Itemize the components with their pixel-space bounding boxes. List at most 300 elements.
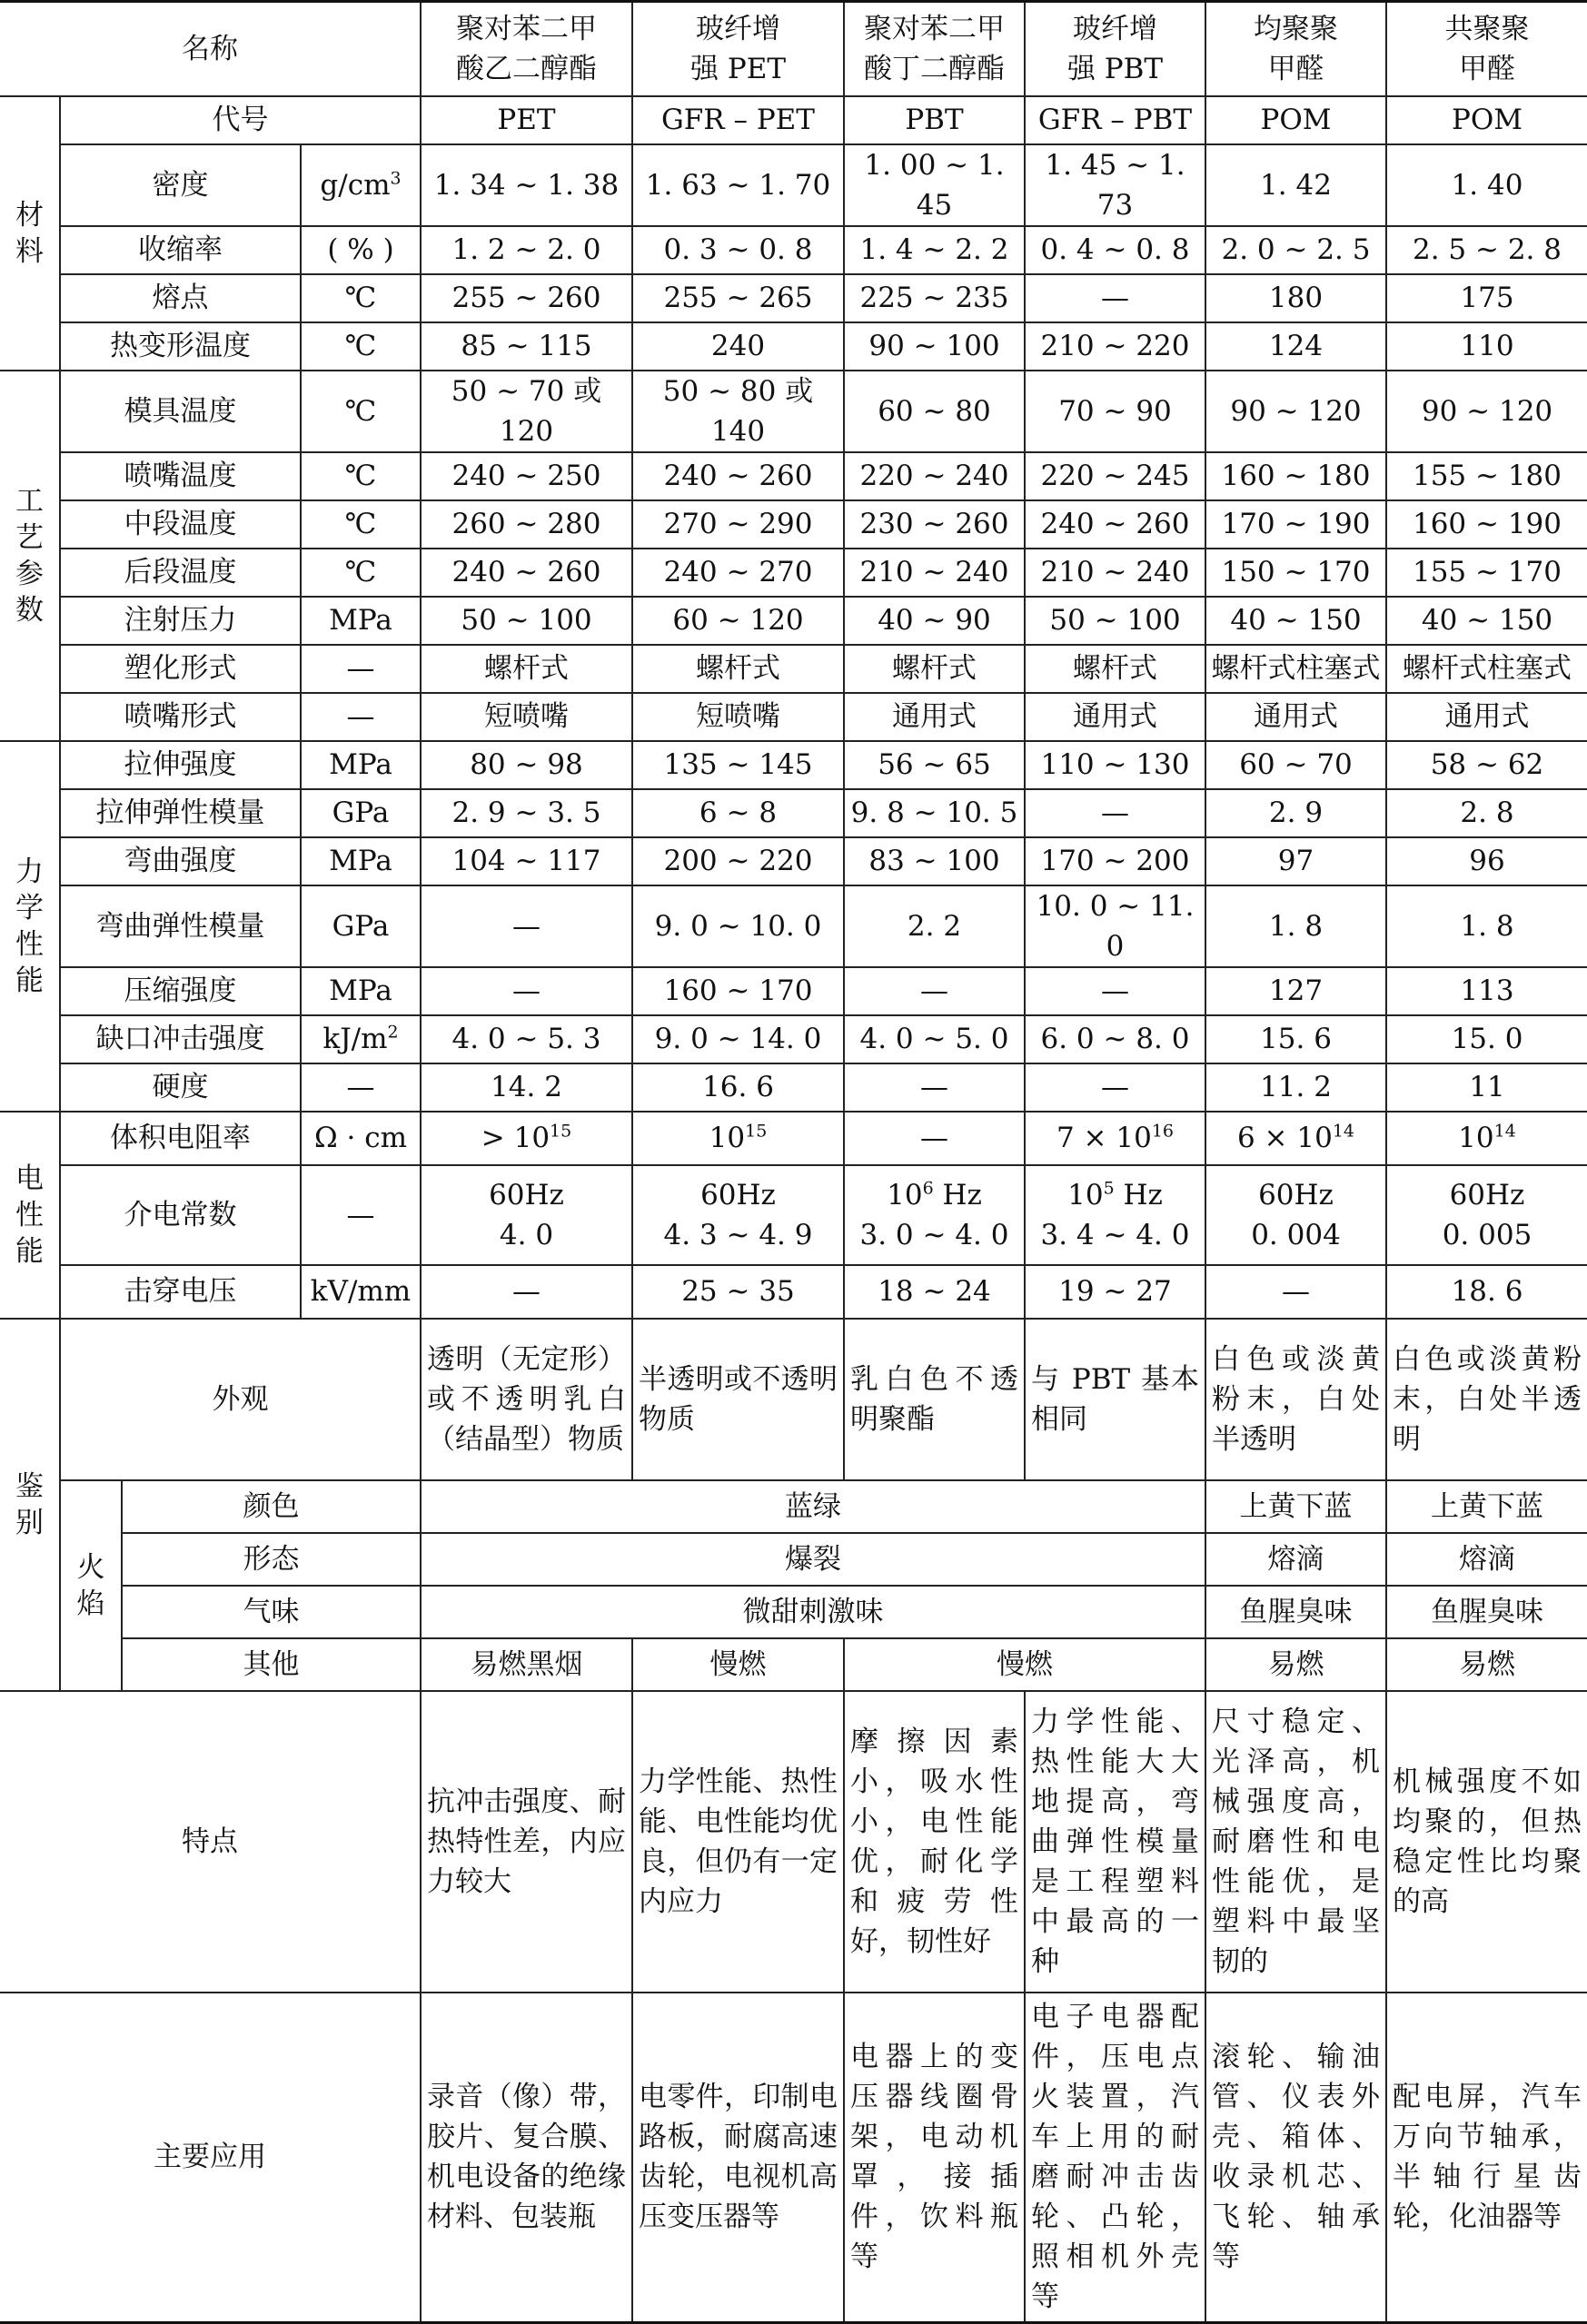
value-cell: 15. 6 [1205, 1015, 1386, 1063]
value-cell: 60 ~ 80 [844, 371, 1025, 452]
flame-prop: 形态 [122, 1533, 421, 1586]
material-name-line: 共聚聚 [1444, 12, 1530, 45]
value-cell: 210 ~ 240 [1025, 549, 1205, 597]
value-cell: 2. 2 [844, 885, 1025, 967]
material-name-line: 强 PET [689, 52, 787, 85]
dielectric-value: 3. 0 ~ 4. 0 [859, 1218, 1009, 1251]
process_rows-row [0, 452, 1587, 500]
material-code-5: POM [1386, 96, 1587, 144]
dielectric-value: 3. 4 ~ 4. 0 [1040, 1218, 1190, 1251]
frequency-base: 60Hz [1258, 1178, 1334, 1211]
value-cell: 85 ~ 115 [421, 322, 632, 371]
features-label: 特点 [0, 1691, 421, 1993]
property-unit: MPa [301, 837, 421, 885]
property-unit [301, 1015, 421, 1063]
value-cell: 1. 8 [1386, 885, 1587, 967]
value-cell: — [1025, 274, 1205, 322]
value-cell: 16. 6 [632, 1063, 844, 1112]
material_rows-row [0, 226, 1587, 274]
material-name-line: 均聚聚 [1254, 12, 1338, 45]
frequency [637, 1175, 839, 1215]
value-cell: 50 ~ 100 [421, 597, 632, 645]
value-cell: 58 ~ 62 [1386, 741, 1587, 789]
value-cell: 240 [632, 322, 844, 371]
header-code-row [0, 96, 1587, 144]
value-cell: 96 [1386, 837, 1587, 885]
flame-value: 易燃 [1205, 1638, 1386, 1691]
value-cell: — [421, 885, 632, 967]
value-cell: 113 [1386, 967, 1587, 1015]
frequency-base: 60Hz [489, 1178, 564, 1211]
flame-value: 鱼腥臭味 [1205, 1586, 1386, 1638]
flame-merged-value: 微甜刺激味 [421, 1586, 1205, 1638]
frequency-base: 60Hz [700, 1178, 776, 1211]
value-cell: 14. 2 [421, 1063, 632, 1112]
value-cell [632, 1165, 844, 1265]
appearance-cell: 乳白色不透明聚酯 [844, 1319, 1025, 1480]
frequency-base: 60Hz [1449, 1178, 1525, 1211]
resistivity-base: 10 [709, 1122, 746, 1154]
property-unit: ℃ [301, 549, 421, 597]
property-name: 拉伸弹性模量 [60, 789, 301, 837]
value-cell: 60 ~ 120 [632, 597, 844, 645]
value-cell: 104 ~ 117 [421, 837, 632, 885]
value-cell: 25 ~ 35 [632, 1265, 844, 1319]
value-cell: 通用式 [1025, 693, 1205, 741]
flame-value: 易燃 [1386, 1638, 1587, 1691]
frequency [425, 1175, 628, 1215]
value-cell: 97 [1205, 837, 1386, 885]
application-cell: 配电屏，汽车万向节轴承，半轴行星齿轮，化油器等 [1386, 1993, 1587, 2323]
value-cell: 255 ~ 260 [421, 274, 632, 322]
features-row [0, 1691, 1587, 1993]
application-cell: 电子电器配件，压电点火装置，汽车上用的耐磨耐冲击齿轮、凸轮，照相机外壳等 [1025, 1993, 1205, 2323]
value-cell: 9. 0 ~ 14. 0 [632, 1015, 844, 1063]
material-name-3 [1025, 2, 1205, 96]
breakdown-row [0, 1265, 1587, 1319]
material-name-1 [632, 2, 844, 96]
value-cell: 80 ~ 98 [421, 741, 632, 789]
group-process-label: 工 艺 参 数 [0, 371, 60, 741]
appearance-row [0, 1319, 1587, 1480]
value-cell: 6. 0 ~ 8. 0 [1025, 1015, 1205, 1063]
frequency [848, 1175, 1020, 1215]
value-cell: 1. 42 [1205, 144, 1386, 226]
value-cell: 50 ~ 100 [1025, 597, 1205, 645]
appearance-label: 外观 [60, 1319, 421, 1480]
appearance-cell: 白色或淡黄粉末，白处半透明 [1205, 1319, 1386, 1480]
material-name-2 [844, 2, 1025, 96]
process_rows-row [0, 549, 1587, 597]
application-cell: 电器上的变压器线圈骨架，电动机罩，接插件，饮料瓶等 [844, 1993, 1025, 2323]
value-cell: 160 ~ 180 [1205, 452, 1386, 500]
value-cell: 2. 5 ~ 2. 8 [1386, 226, 1587, 274]
value-cell: 240 ~ 250 [421, 452, 632, 500]
value-cell: 50 ~ 80 或 140 [632, 371, 844, 452]
material-name-line: 玻纤增 [1073, 12, 1157, 45]
resistivity-row [0, 1112, 1587, 1165]
resistivity-sup: 15 [745, 1121, 768, 1142]
value-cell [1386, 1165, 1587, 1265]
value-cell: 240 ~ 260 [632, 452, 844, 500]
value-cell: 短喷嘴 [632, 693, 844, 741]
value-cell [1205, 1165, 1386, 1265]
feature-cell: 尺寸稳定、光泽高，机械强度高，耐磨性和电性能优，是塑料中最坚韧的 [1205, 1691, 1386, 1993]
applications-row [0, 1993, 1587, 2323]
value-cell: 螺杆式柱塞式 [1386, 645, 1587, 693]
dielectric-value: 4. 3 ~ 4. 9 [663, 1218, 813, 1251]
property-unit: GPa [301, 789, 421, 837]
value-cell: 90 ~ 120 [1386, 371, 1587, 452]
value-cell: 9. 0 ~ 10. 0 [632, 885, 844, 967]
value-cell: 6 ~ 8 [632, 789, 844, 837]
code-header-label: 代号 [60, 96, 421, 144]
value-cell: 18. 6 [1386, 1265, 1587, 1319]
flame-merged-value: 爆裂 [421, 1533, 1205, 1586]
property-name: 压缩强度 [60, 967, 301, 1015]
dielectric-row [0, 1165, 1587, 1265]
resistivity-sup: 15 [550, 1121, 572, 1142]
value-cell: 150 ~ 170 [1205, 549, 1386, 597]
value-cell: — [421, 967, 632, 1015]
property-unit: — [301, 1165, 421, 1265]
frequency-unit: Hz [933, 1178, 982, 1211]
value-cell: — [844, 1063, 1025, 1112]
frequency [1210, 1175, 1382, 1215]
value-cell [844, 1165, 1025, 1265]
dielectric-value: 0. 004 [1251, 1218, 1341, 1251]
feature-cell: 机械强度不如均聚的，但热稳定性比均聚的高 [1386, 1691, 1587, 1993]
value-cell: 18 ~ 24 [844, 1265, 1025, 1319]
property-name: 后段温度 [60, 549, 301, 597]
feature-cell: 抗冲击强度、耐热特性差，内应力较大 [421, 1691, 632, 1993]
flame-value: 上黄下蓝 [1205, 1480, 1386, 1533]
material-code-2: PBT [844, 96, 1025, 144]
resistivity-sup: 14 [1493, 1121, 1516, 1142]
material-name-0 [421, 2, 632, 96]
group-identification-label: 鉴 别 [0, 1319, 60, 1691]
value-cell [1025, 1165, 1205, 1265]
value-cell: 90 ~ 120 [1205, 371, 1386, 452]
value-cell: — [844, 967, 1025, 1015]
material_rows-row [0, 274, 1587, 322]
value-cell: — [1025, 789, 1205, 837]
feature-cell: 摩擦因素小，吸水性小，电性能优，耐化学和疲劳性好，韧性好 [844, 1691, 1025, 1993]
value-cell [1205, 1112, 1386, 1165]
value-cell: 通用式 [1205, 693, 1386, 741]
mechanical_rows-row [0, 789, 1587, 837]
flame-row-color [0, 1480, 1587, 1533]
frequency [1391, 1175, 1583, 1215]
appearance-cell: 与 PBT 基本相同 [1025, 1319, 1205, 1480]
property-unit: kV/mm [301, 1265, 421, 1319]
material_rows-row [0, 322, 1587, 371]
property-name: 熔点 [60, 274, 301, 322]
appearance-cell: 半透明或不透明物质 [632, 1319, 844, 1480]
material_rows-row [0, 144, 1587, 226]
flame-prop: 其他 [122, 1638, 421, 1691]
application-cell: 电零件，印制电路板，耐腐高速齿轮，电视机高压变压器等 [632, 1993, 844, 2323]
flame-prop: 颜色 [122, 1480, 421, 1533]
value-cell: 210 ~ 240 [844, 549, 1025, 597]
dielectric-value: 0. 005 [1442, 1218, 1532, 1251]
flame-prop: 气味 [122, 1586, 421, 1638]
value-cell: 1. 8 [1205, 885, 1386, 967]
flame-value: 上黄下蓝 [1386, 1480, 1587, 1533]
value-cell: 110 ~ 130 [1025, 741, 1205, 789]
property-name: 缺口冲击强度 [60, 1015, 301, 1063]
resistivity-base: 10 [1458, 1122, 1494, 1154]
material-name-line: 聚对苯二甲 [456, 12, 597, 45]
property-name: 硬度 [60, 1063, 301, 1112]
material-code-3: GFR – PBT [1025, 96, 1205, 144]
unit-sup: 2 [387, 1022, 399, 1043]
property-name: 弯曲弹性模量 [60, 885, 301, 967]
value-cell: 155 ~ 180 [1386, 452, 1587, 500]
value-cell [1025, 1112, 1205, 1165]
frequency-sup: 5 [1103, 1178, 1115, 1199]
property-unit: MPa [301, 967, 421, 1015]
appearance-cell: 白色或淡黄粉末，白处半透明 [1386, 1319, 1587, 1480]
value-cell: 124 [1205, 322, 1386, 371]
value-cell: 螺杆式 [421, 645, 632, 693]
value-cell: 60 ~ 70 [1205, 741, 1386, 789]
value-cell: 1. 34 ~ 1. 38 [421, 144, 632, 226]
value-cell [632, 1112, 844, 1165]
mechanical_rows-row [0, 1015, 1587, 1063]
value-cell: 40 ~ 150 [1386, 597, 1587, 645]
value-cell: — [1025, 1063, 1205, 1112]
property-name: 中段温度 [60, 500, 301, 549]
value-cell: 1. 00 ~ 1. 45 [844, 144, 1025, 226]
material-code-1: GFR – PET [632, 96, 844, 144]
material-code-4: POM [1205, 96, 1386, 144]
value-cell: 10. 0 ~ 11. 0 [1025, 885, 1205, 967]
material-name-line: 聚对苯二甲 [864, 12, 1005, 45]
mechanical_rows-row [0, 967, 1587, 1015]
dielectric-value: 4. 0 [499, 1218, 554, 1251]
group-mechanical-label: 力 学 性 能 [0, 741, 60, 1112]
value-cell: 56 ~ 65 [844, 741, 1025, 789]
material-name-line: 酸乙二醇酯 [456, 52, 597, 85]
value-cell: — [1205, 1265, 1386, 1319]
property-name: 塑化形式 [60, 645, 301, 693]
frequency-base: 10 [1067, 1178, 1104, 1211]
material-name-line: 玻纤增 [696, 12, 780, 45]
material-name-line: 强 PBT [1066, 52, 1164, 85]
mechanical_rows-row [0, 1063, 1587, 1112]
flame-value: 慢燃 [632, 1638, 844, 1691]
value-cell: 220 ~ 245 [1025, 452, 1205, 500]
property-unit: ℃ [301, 371, 421, 452]
frequency [1029, 1175, 1201, 1215]
value-cell: 2. 0 ~ 2. 5 [1205, 226, 1386, 274]
process_rows-row [0, 371, 1587, 452]
value-cell: 40 ~ 90 [844, 597, 1025, 645]
value-cell: 1. 4 ~ 2. 2 [844, 226, 1025, 274]
value-cell [844, 1112, 1025, 1165]
property-unit: MPa [301, 597, 421, 645]
property-unit: ℃ [301, 500, 421, 549]
value-cell: 4. 0 ~ 5. 0 [844, 1015, 1025, 1063]
value-cell: 135 ~ 145 [632, 741, 844, 789]
value-cell: 160 ~ 170 [632, 967, 844, 1015]
process_rows-row [0, 500, 1587, 549]
mechanical_rows-row [0, 837, 1587, 885]
property-name: 收缩率 [60, 226, 301, 274]
property-unit: GPa [301, 885, 421, 967]
process_rows-row [0, 693, 1587, 741]
flame-value: 熔滴 [1386, 1533, 1587, 1586]
value-cell: 40 ~ 150 [1205, 597, 1386, 645]
value-cell: 通用式 [844, 693, 1025, 741]
flame-row-other [0, 1638, 1587, 1691]
value-cell [421, 1165, 632, 1265]
feature-cell: 力学性能、热性能大大地提高，弯曲弹性模量是工程塑料中最高的一种 [1025, 1691, 1205, 1993]
value-cell: 255 ~ 265 [632, 274, 844, 322]
material-name-5 [1386, 2, 1587, 96]
application-cell: 录音（像）带，胶片、复合膜、机电设备的绝缘材料、包装瓶 [421, 1993, 632, 2323]
value-cell: 11 [1386, 1063, 1587, 1112]
property-unit: ℃ [301, 452, 421, 500]
resistivity-base: 6 × 10 [1236, 1122, 1333, 1154]
group-electrical-label: 电 性 能 [0, 1112, 60, 1319]
flame-row-smell [0, 1586, 1587, 1638]
applications-label: 主要应用 [0, 1993, 421, 2323]
value-cell: 225 ~ 235 [844, 274, 1025, 322]
frequency-base: 10 [887, 1178, 923, 1211]
property-name: 弯曲强度 [60, 837, 301, 885]
property-unit [301, 144, 421, 226]
resistivity-sup: 16 [1151, 1121, 1175, 1142]
value-cell: 270 ~ 290 [632, 500, 844, 549]
value-cell: 2. 9 [1205, 789, 1386, 837]
property-unit: MPa [301, 741, 421, 789]
value-cell: — [1025, 967, 1205, 1015]
value-cell: 1. 40 [1386, 144, 1587, 226]
value-cell: 240 ~ 260 [1025, 500, 1205, 549]
property-name: 密度 [60, 144, 301, 226]
mechanical_rows-row [0, 741, 1587, 789]
value-cell: 240 ~ 270 [632, 549, 844, 597]
value-cell: 83 ~ 100 [844, 837, 1025, 885]
value-cell: 50 ~ 70 或 120 [421, 371, 632, 452]
material-name-line: 酸丁二醇酯 [864, 52, 1005, 85]
frequency-sup: 6 [922, 1178, 934, 1199]
value-cell: 1. 45 ~ 1. 73 [1025, 144, 1205, 226]
value-cell: 4. 0 ~ 5. 3 [421, 1015, 632, 1063]
header-name-row [0, 2, 1587, 96]
value-cell: 2. 9 ~ 3. 5 [421, 789, 632, 837]
resistivity-base: > 10 [481, 1122, 550, 1154]
value-cell: 160 ~ 190 [1386, 500, 1587, 549]
property-unit: — [301, 645, 421, 693]
mechanical_rows-row [0, 885, 1587, 967]
value-cell: 170 ~ 200 [1025, 837, 1205, 885]
resistivity-base: 7 × 10 [1056, 1122, 1152, 1154]
value-cell: 2. 8 [1386, 789, 1587, 837]
process_rows-row [0, 597, 1587, 645]
property-unit: Ω · cm [301, 1112, 421, 1165]
value-cell: 170 ~ 190 [1205, 500, 1386, 549]
value-cell: 螺杆式 [632, 645, 844, 693]
material-name-line: 甲醛 [1459, 52, 1515, 85]
property-name: 喷嘴形式 [60, 693, 301, 741]
property-unit: ℃ [301, 274, 421, 322]
property-name: 击穿电压 [60, 1265, 301, 1319]
value-cell: 11. 2 [1205, 1063, 1386, 1112]
resistivity-base: — [920, 1122, 948, 1154]
process_rows-row [0, 645, 1587, 693]
group-material-label: 材 料 [0, 96, 60, 371]
group-flame-label: 火 焰 [60, 1480, 122, 1691]
property-unit: ℃ [301, 322, 421, 371]
flame-value: 易燃黑烟 [421, 1638, 632, 1691]
value-cell: 210 ~ 220 [1025, 322, 1205, 371]
material-name-4 [1205, 2, 1386, 96]
property-name: 体积电阻率 [60, 1112, 301, 1165]
flame-value: 鱼腥臭味 [1386, 1586, 1587, 1638]
value-cell: 1. 63 ~ 1. 70 [632, 144, 844, 226]
value-cell: 70 ~ 90 [1025, 371, 1205, 452]
value-cell: 通用式 [1386, 693, 1587, 741]
property-unit: — [301, 693, 421, 741]
appearance-cell: 透明（无定形）或不透明乳白（结晶型）物质 [421, 1319, 632, 1480]
resistivity-sup: 14 [1332, 1121, 1355, 1142]
value-cell: 0. 4 ~ 0. 8 [1025, 226, 1205, 274]
flame-value: 熔滴 [1205, 1533, 1386, 1586]
value-cell: 螺杆式柱塞式 [1205, 645, 1386, 693]
property-unit: ( % ) [301, 226, 421, 274]
value-cell: 200 ~ 220 [632, 837, 844, 885]
flame-merged-value: 蓝绿 [421, 1480, 1205, 1533]
value-cell: 220 ~ 240 [844, 452, 1025, 500]
value-cell [421, 1112, 632, 1165]
flame-merged-value: 慢燃 [844, 1638, 1205, 1691]
property-name: 拉伸强度 [60, 741, 301, 789]
value-cell: 90 ~ 100 [844, 322, 1025, 371]
value-cell: 230 ~ 260 [844, 500, 1025, 549]
value-cell: 螺杆式 [844, 645, 1025, 693]
property-name: 注射压力 [60, 597, 301, 645]
frequency-unit: Hz [1114, 1178, 1163, 1211]
flame-row-form [0, 1533, 1587, 1586]
value-cell: 0. 3 ~ 0. 8 [632, 226, 844, 274]
value-cell: 15. 0 [1386, 1015, 1587, 1063]
property-name: 热变形温度 [60, 322, 301, 371]
value-cell: 175 [1386, 274, 1587, 322]
value-cell: — [421, 1265, 632, 1319]
value-cell: 127 [1205, 967, 1386, 1015]
feature-cell: 力学性能、热性能、电性能均优良，但仍有一定内应力 [632, 1691, 844, 1993]
application-cell: 滚轮、输油管、仪表外壳、箱体、收录机芯、飞轮、轴承等 [1205, 1993, 1386, 2323]
property-name: 喷嘴温度 [60, 452, 301, 500]
value-cell: 9. 8 ~ 10. 5 [844, 789, 1025, 837]
unit-sup: 3 [390, 168, 402, 189]
value-cell: 110 [1386, 322, 1587, 371]
value-cell: 1. 2 ~ 2. 0 [421, 226, 632, 274]
property-name: 介电常数 [60, 1165, 301, 1265]
value-cell: 短喷嘴 [421, 693, 632, 741]
unit-base: kJ/m [322, 1023, 388, 1055]
property-unit: — [301, 1063, 421, 1112]
name-header-label: 名称 [0, 2, 421, 96]
material-name-line: 甲醛 [1267, 52, 1324, 85]
value-cell [1386, 1112, 1587, 1165]
unit-base: g/cm [320, 168, 391, 202]
value-cell: 240 ~ 260 [421, 549, 632, 597]
value-cell: 155 ~ 170 [1386, 549, 1587, 597]
